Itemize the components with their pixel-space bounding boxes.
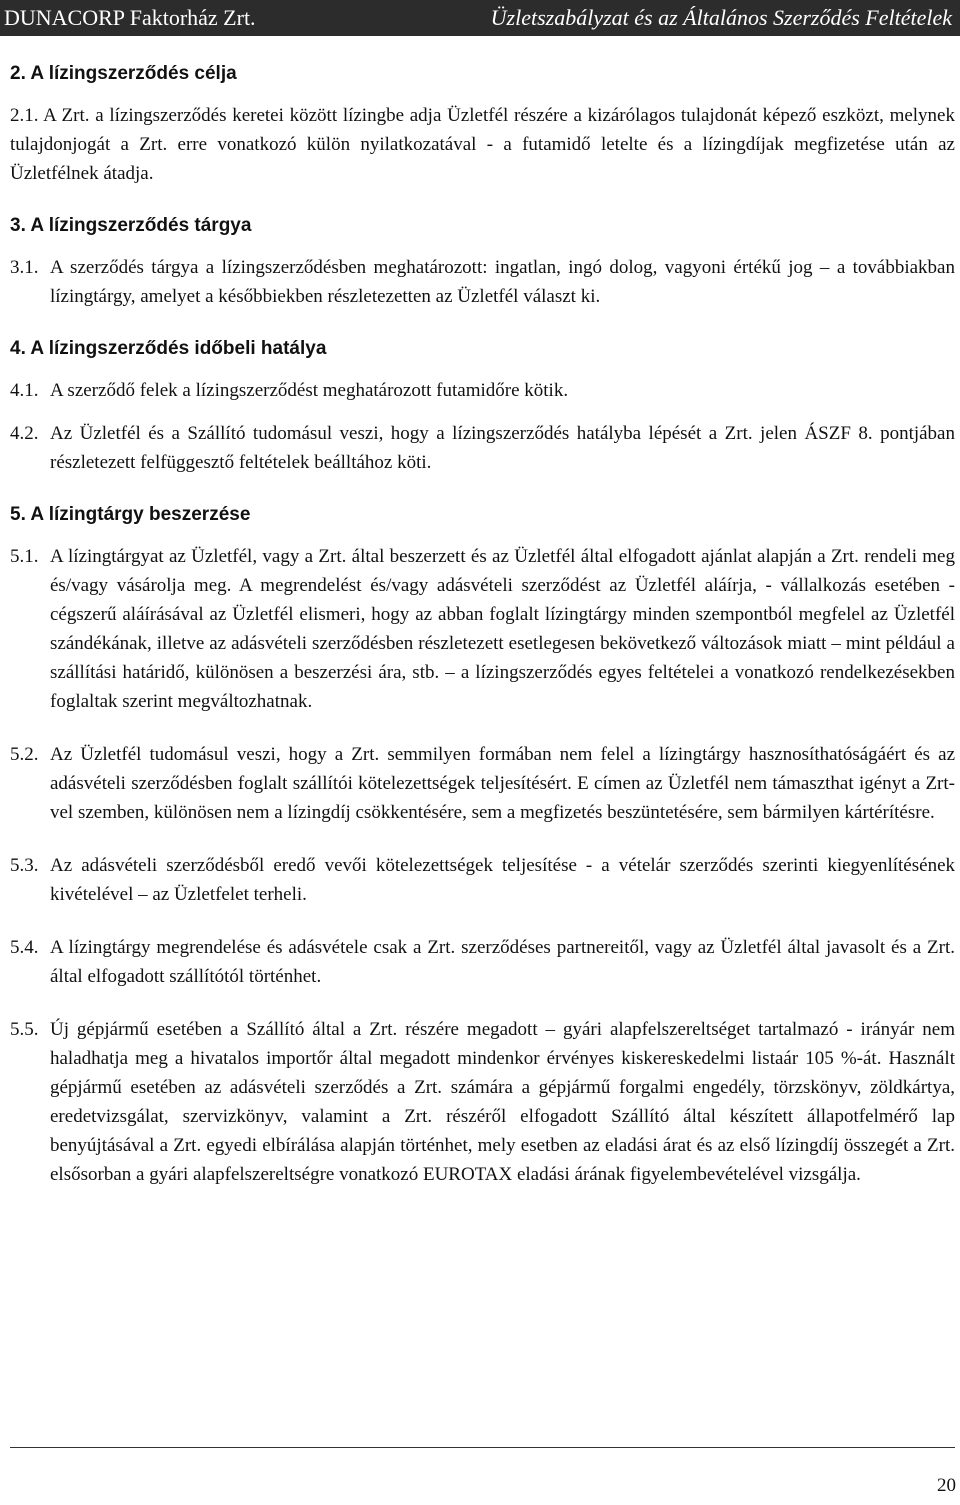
page-header bbox=[0, 0, 960, 36]
page-number: 20 bbox=[937, 1475, 956, 1496]
paragraph-text: A lízingtárgy megrendelése és adásvétele csak a Zrt. szerződéses partnereitől, vagy az Üzletfél által javasolt és a Zrt. által elfogadott szállítótól történhet. bbox=[50, 937, 955, 987]
paragraph-text: Az Üzletfél tudomásul veszi, hogy a Zrt. semmilyen formában nem felel a lízingtárgy hasznosíthatóságáért és az adásvételi szerződésben foglalt szállítói kötelezettségek teljesítésért. E címen az Üzletfél nem támaszthat igényt a Zrt-vel szemben, különösen nem a lízingdíj csökkentésére, sem a megfizetés beszüntetésére, sem bármilyen kártérítésre. bbox=[50, 744, 955, 823]
paragraph-text: Új gépjármű esetében a Szállító által a Zrt. részére megadott – gyári alapfelszereltséget tartalmazó - irányár nem haladhatja meg a hivatalos importőr által megadott mindenkor érvényes kiskereskedelmi listaár 105 %-át. Használt gépjármű esetében az adásvételi szerződés a Zrt. számára a gépjármű forgalmi engedély, törzskönyv, zöldkártya, eredetvizsgálat, szervizkönyv, valamint a Zrt. részéről elfogadott Szállító által készített állapotfelmérő lap benyújtásával a Zrt. egyedi elbírálása alapján történhet, mely esetben az eladási árat és az első lízingdíj összegét a Zrt. elsősorban a gyári alapfelszereltségre vonatkozó EUROTAX eladási árának figyelembevételével vizsgálja. bbox=[50, 1019, 955, 1185]
section-heading-4: 4. A lízingszerződés időbeli hatálya bbox=[10, 338, 327, 359]
paragraph-5-4 bbox=[10, 933, 955, 991]
paragraph-5-3 bbox=[10, 851, 955, 909]
paragraph-5-2 bbox=[10, 740, 955, 827]
paragraph-5-1 bbox=[10, 542, 955, 716]
paragraph-text: Az Üzletfél és a Szállító tudomásul veszi, hogy a lízingszerződés hatályba lépését a Zrt. jelen ÁSZF 8. pontjában részletezett felfüggesztő feltételek beálltához köti. bbox=[50, 423, 955, 473]
section-heading-2: 2. A lízingszerződés célja bbox=[10, 63, 237, 84]
paragraph-text: A szerződő felek a lízingszerződést meghatározott futamidőre kötik. bbox=[50, 380, 569, 401]
paragraph-text: A lízingtárgyat az Üzletfél, vagy a Zrt. által beszerzett és az Üzletfél által elfogadott ajánlat alapján a Zrt. rendeli meg és/vagy vásárolja meg. A megrendelést és/vagy adásvételi szerződést az Üzletfél aláírja, - vállalkozás esetében - cégszerű aláírásával az Üzletfél elismeri, hogy az abban foglalt lízingtárgy minden szempontból megfelel az Üzletfél szándékának, illetve az adásvételi szerződésben részletezett esetlegesen bekövetkező változások miatt – mint például a szállítási határidő, különösen a beszerzési ára, stb. – a lízingszerződés egyes feltételei a vonatkozó rendelkezésekben foglaltak szerint megváltozhatnak. bbox=[50, 546, 955, 712]
paragraph-number: 5.4. bbox=[10, 937, 39, 958]
header-company: DUNACORP Faktorház Zrt. bbox=[4, 5, 256, 30]
paragraph-number: 5.1. bbox=[10, 546, 39, 567]
paragraph-number: 5.3. bbox=[10, 855, 39, 876]
paragraph-number: 4.2. bbox=[10, 423, 39, 444]
section-heading-5: 5. A lízingtárgy beszerzése bbox=[10, 504, 251, 525]
paragraph-text: A szerződés tárgya a lízingszerződésben meghatározott: ingatlan, ingó dolog, vagyoni értékű jog – a továbbiakban lízingtárgy, amelyet a későbbiekben részletezetten az Üzletfél választ ki. bbox=[50, 257, 955, 307]
paragraph-text: Az adásvételi szerződésből eredő vevői kötelezettségek teljesítése - a vételár szerződés szerinti kiegyenlítésének kivételével – az Üzletfelet terheli. bbox=[50, 855, 955, 905]
document-body bbox=[10, 60, 955, 1203]
paragraph-number: 2.1. bbox=[10, 105, 44, 126]
paragraph-number: 5.2. bbox=[10, 744, 39, 765]
paragraph-text: A Zrt. a lízingszerződés keretei között lízingbe adja Üzletfél részére a kizárólagos tulajdonát képező eszközt, melynek tulajdonjogát a Zrt. erre vonatkozó külön nyilatkozatával - a futamidő letelte és a lízingdíjak megfizetése után az Üzletfélnek átadja. bbox=[10, 105, 955, 184]
paragraph-number: 4.1. bbox=[10, 380, 39, 401]
paragraph-4-2 bbox=[10, 419, 955, 477]
paragraph-4-1 bbox=[10, 376, 955, 405]
paragraph-5-5 bbox=[10, 1015, 955, 1189]
footer-divider bbox=[10, 1447, 955, 1448]
paragraph-number: 3.1. bbox=[10, 257, 39, 278]
section-heading-3: 3. A lízingszerződés tárgya bbox=[10, 215, 252, 236]
paragraph-2-1 bbox=[10, 101, 955, 188]
paragraph-number: 5.5. bbox=[10, 1019, 39, 1040]
header-doc-title: Üzletszabályzat és az Általános Szerződés Feltételek bbox=[490, 5, 952, 30]
paragraph-3-1 bbox=[10, 253, 955, 311]
